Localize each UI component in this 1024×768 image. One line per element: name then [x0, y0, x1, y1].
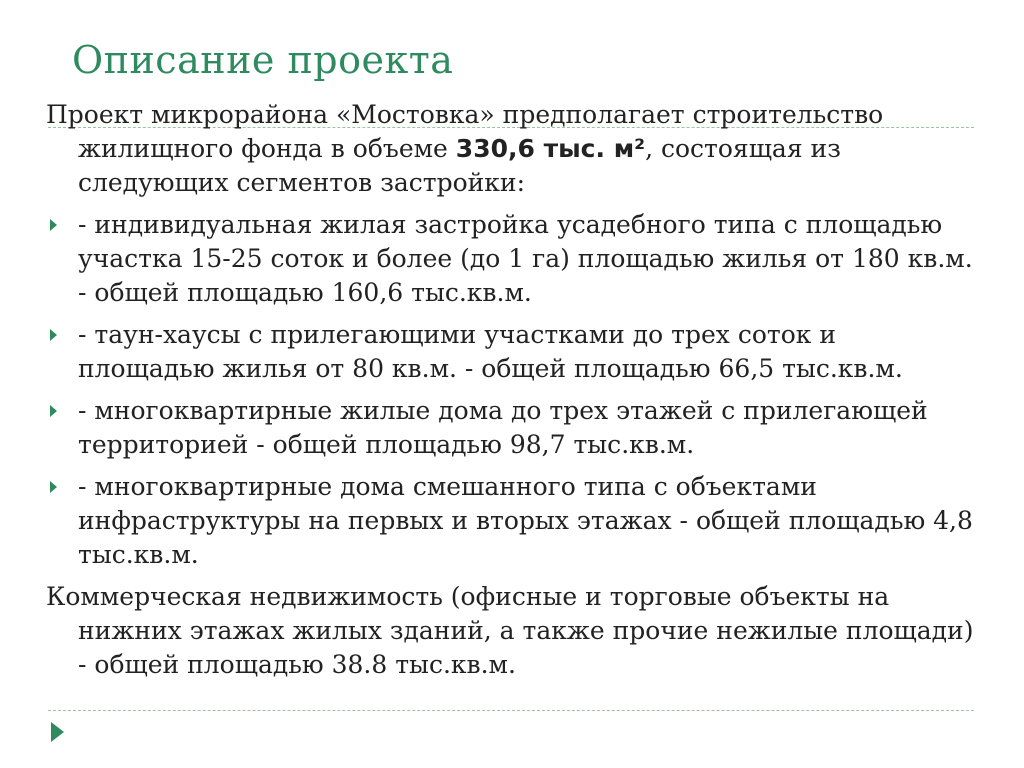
bullet-text: - многоквартирные дома смешанного типа с объектами инфраструктуры на первых и вторых этажах - общей площадью 4,8 тыс.кв.м.	[78, 472, 973, 569]
intro-text-before: Проект микрорайона «Мостовка» предполагает строительство жилищного фонда в объеме	[46, 100, 884, 163]
triangle-right-icon	[50, 329, 57, 341]
intro-paragraph	[46, 98, 976, 200]
list-item	[46, 318, 976, 386]
slide-body	[46, 98, 976, 690]
list-item	[46, 470, 976, 572]
triangle-right-icon	[51, 722, 64, 742]
triangle-right-icon	[50, 405, 57, 417]
bullet-text: - индивидуальная жилая застройка усадебного типа с площадью участка 15-25 соток и более (до 1 га) площадью жилья от 180 кв.м. - общей площадью 160,6 тыс.кв.м.	[78, 210, 973, 307]
bullet-text: - многоквартирные жилые дома до трех этажей с прилегающей территорией - общей площадью 98,7 тыс.кв.м.	[78, 396, 928, 459]
triangle-right-icon	[50, 219, 57, 231]
list-item	[46, 208, 976, 310]
slide-title: Описание проекта	[72, 38, 454, 82]
intro-text-after: , состоящая из следующих сегментов застройки:	[78, 134, 841, 197]
bottom-divider	[48, 710, 974, 711]
closing-paragraph: Коммерческая недвижимость (офисные и торговые объекты на нижних этажах жилых зданий, а также прочие нежилые площади) - общей площадью 38.8 тыс.кв.м.	[46, 582, 974, 679]
bullet-text: - таун-хаусы с прилегающими участками до трех соток и площадью жилья от 80 кв.м. - общей площадью 66,5 тыс.кв.м.	[78, 320, 903, 383]
triangle-right-icon	[50, 481, 57, 493]
list-item	[46, 394, 976, 462]
intro-emphasis: 330,6 тыс. м²	[455, 134, 646, 163]
